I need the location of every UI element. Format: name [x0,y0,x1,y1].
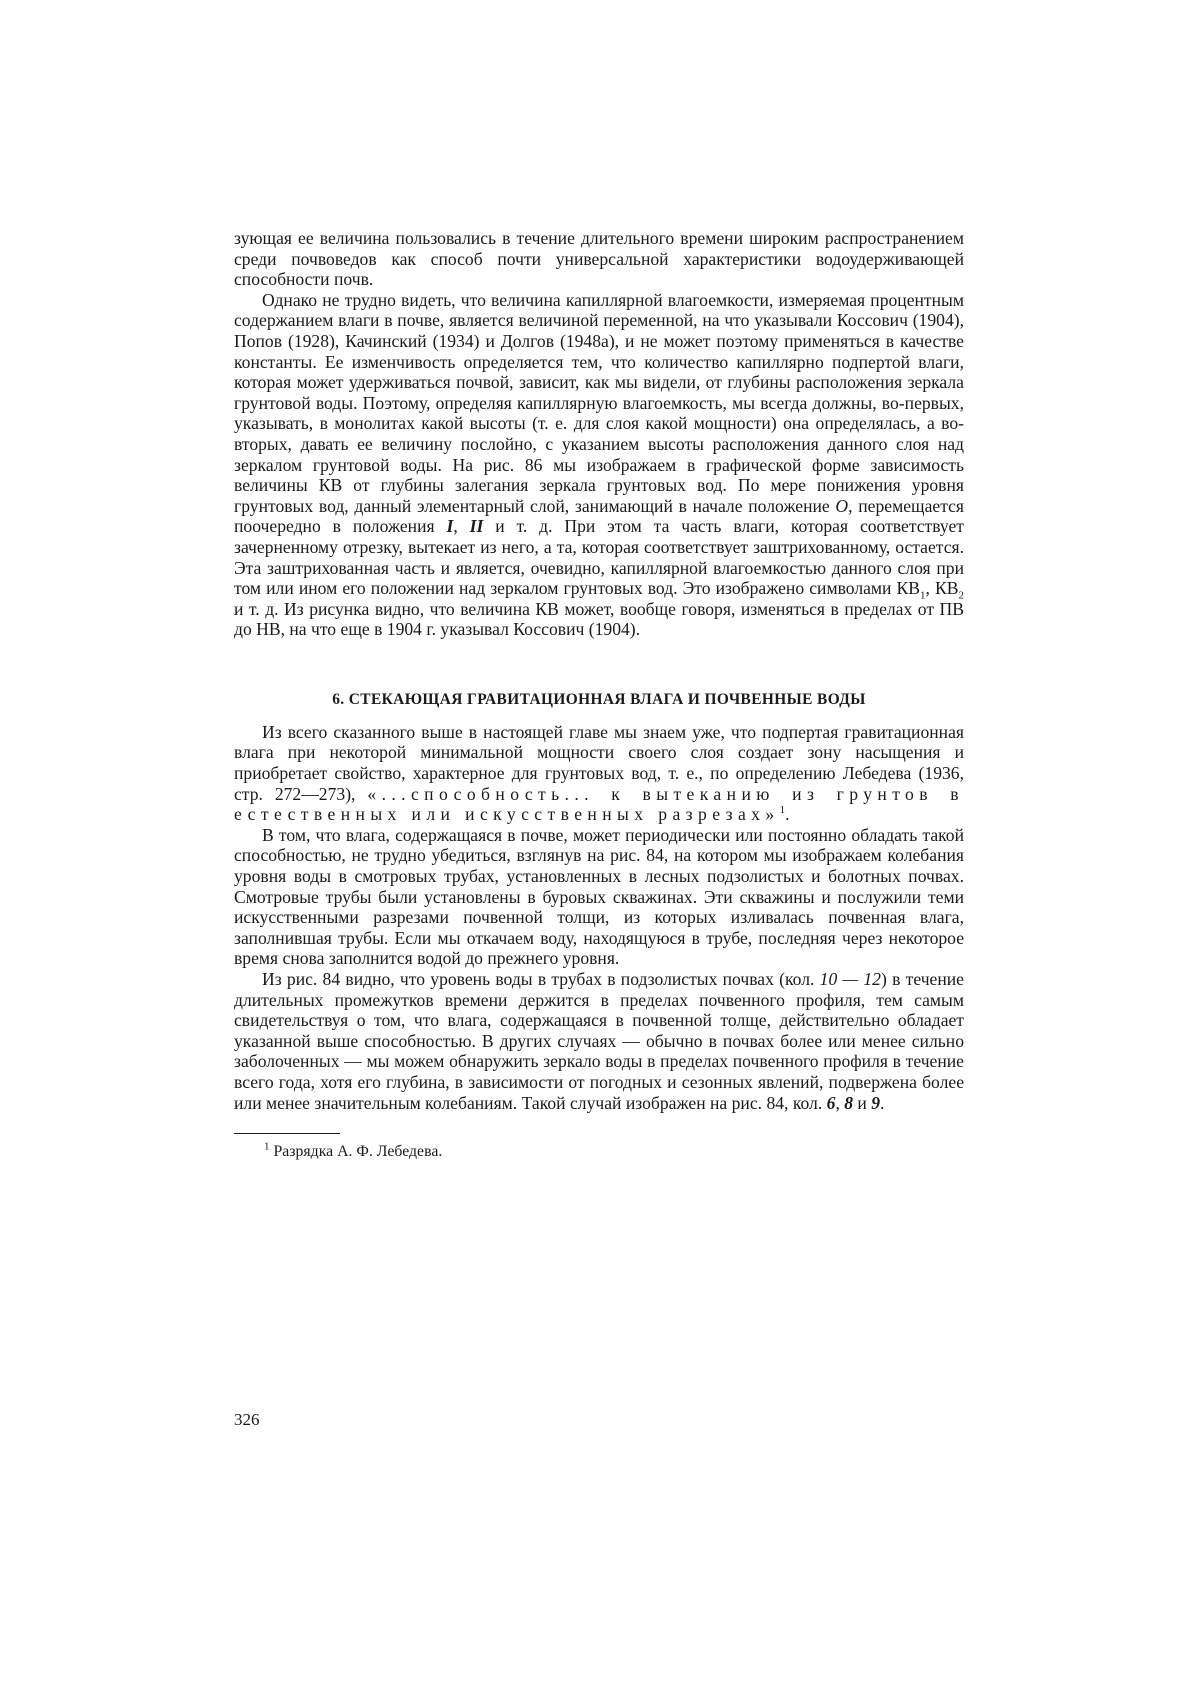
page-number: 326 [234,1410,260,1429]
text-run: и [853,1092,872,1113]
paragraph-figure-84 [234,969,964,1113]
subscript: 1 [920,589,926,602]
position-label: I [446,516,454,537]
section-heading: 6. СТЕКАЮЩАЯ ГРАВИТАЦИОННАЯ ВЛАГА И ПОЧВЕННЫЕ ВОДЫ [332,690,866,708]
page-body [234,228,964,1162]
column-reference: 6 [826,1092,836,1113]
text-run: , [453,516,470,537]
column-reference: 10 — 12 [819,969,881,989]
paragraph-gravitational-moisture [234,722,964,825]
footnote-reference: 1 [779,804,786,817]
text-run: и т. д. Из рисунка видно, что величина КВ может, вообще говоря, изменяться в пределах от ПВ до НВ, на что еще в 1904 г. указывал Коссович (1904). [234,598,964,640]
position-label: O [835,495,849,516]
text-run: В том, что влага, содержащаяся в почве, может периодически или постоянно обладать такой способностью, не трудно убедиться, взглянув на рис. 84, на котором мы изображаем колебания уровня воды в смотровых трубах, установленных в лесных подзолистых и болотных почвах. Смотровые трубы были установлены в буровых скважинах. Эти скважины и послужили теми искусственными разрезами почвенной толщи, из которых изливалась почвенная влага, заполнившая трубы. Если мы откачаем воду, находящуюся в трубе, последняя через некоторое время снова заполнится водой до прежнего уровня. [234,824,964,969]
paragraph-capillary-capacity [234,290,964,640]
footnote-divider [234,1133,340,1134]
text-run: . [880,1092,885,1113]
text-run: Однако не трудно видеть, что величина капиллярной влагоемкости, измеряемая процентным содержанием влаги в почве, является величиной переменной, на что указывали Коссович (1904), Попов (1928), Качинский (1934) и Долгов (1948а), и не может поэтому применяться в качестве константы. Ее изменчивость определяется тем, что количество капиллярно подпертой влаги, которая может удерживаться почвой, зависит, как мы видели, от глубины расположения зеркала грунтовой воды. Поэтому, определяя капиллярную влагоемкость, мы всегда должны, во-первых, указывать, в монолитах какой высоты (т. е. для слоя какой мощности) она определялась, а во-вторых, давать ее величину послойно, с указанием высоты расположения данного слоя над зеркалом грунтовой воды. На рис. 86 мы изображаем в графической форме зависимость величины КВ от глубины залегания зеркала грунтовых вод. По мере понижения уровня грунтовых вод, данный элементарный слой, занимающий в начале положение [234,289,964,516]
column-reference: 9 [871,1092,881,1113]
text-run: , перемещается поочередно в положения [234,495,964,537]
text-run: , [835,1092,845,1113]
text-run: ) в течение длительных промежутков времени держится в пределах почвенного профиля, тем самым свидетельствуя о том, что влага, содержащаяся в почвенной толще, действительно обладает указанной выше способностью. В других случаях — обычно в почвах более или менее сильно заболоченных — мы можем обнаружить зеркало воды в пределах почвенного профиля в течение всего года, хотя его глубина, в зависимости от погодных и сезонных явлений, подвержена более или менее значительным колебаниям. Такой случай изображен на рис. 84, кол. [234,969,964,1113]
text-run: Из рис. 84 видно, что уровень воды в трубах в подзолистых почвах (кол. [262,969,820,989]
footnote-marker: 1 [264,1140,270,1153]
column-reference: 8 [844,1092,854,1113]
text-run: . [785,804,790,825]
text-run: Из всего сказанного выше в настоящей главе мы знаем уже, что подпертая гравитационная влага при некоторой минимальной мощности своего слоя создает зону насыщения и приобретает свойство, характерное для грунтовых вод, т. е., по определению Лебедева (1936, стр. 272—273), [234,721,964,804]
paragraph-observation-tubes [234,825,964,969]
paragraph-continuation [234,228,964,290]
position-label: II [469,516,484,537]
footnote-text: Разрядка А. Ф. Лебедева. [269,1143,443,1161]
spaced-quotation: «...способность... к вытеканию из грунтов в естественных или искусственных разрезах» [234,783,964,825]
subscript: 2 [958,589,964,602]
text-run: , КВ [925,578,959,599]
paragraph-text: зующая ее величина пользовались в течение длительного времени широким распространением среди почвоведов как способ почти универсальной характеристики водоудерживающей способности почв. [234,228,964,290]
text-run: и т. д. При этом та часть влаги, которая соответствует зачерненному отрезку, вытекает из него, а та, которая соответствует заштрихованному, остается. Эта заштрихованная часть и является, очевидно, капиллярной влагоемкостью данного слоя при том или ином его положении над зеркалом грунтовых вод. Это изображено символами КВ [234,516,964,599]
footnote [264,1142,964,1162]
